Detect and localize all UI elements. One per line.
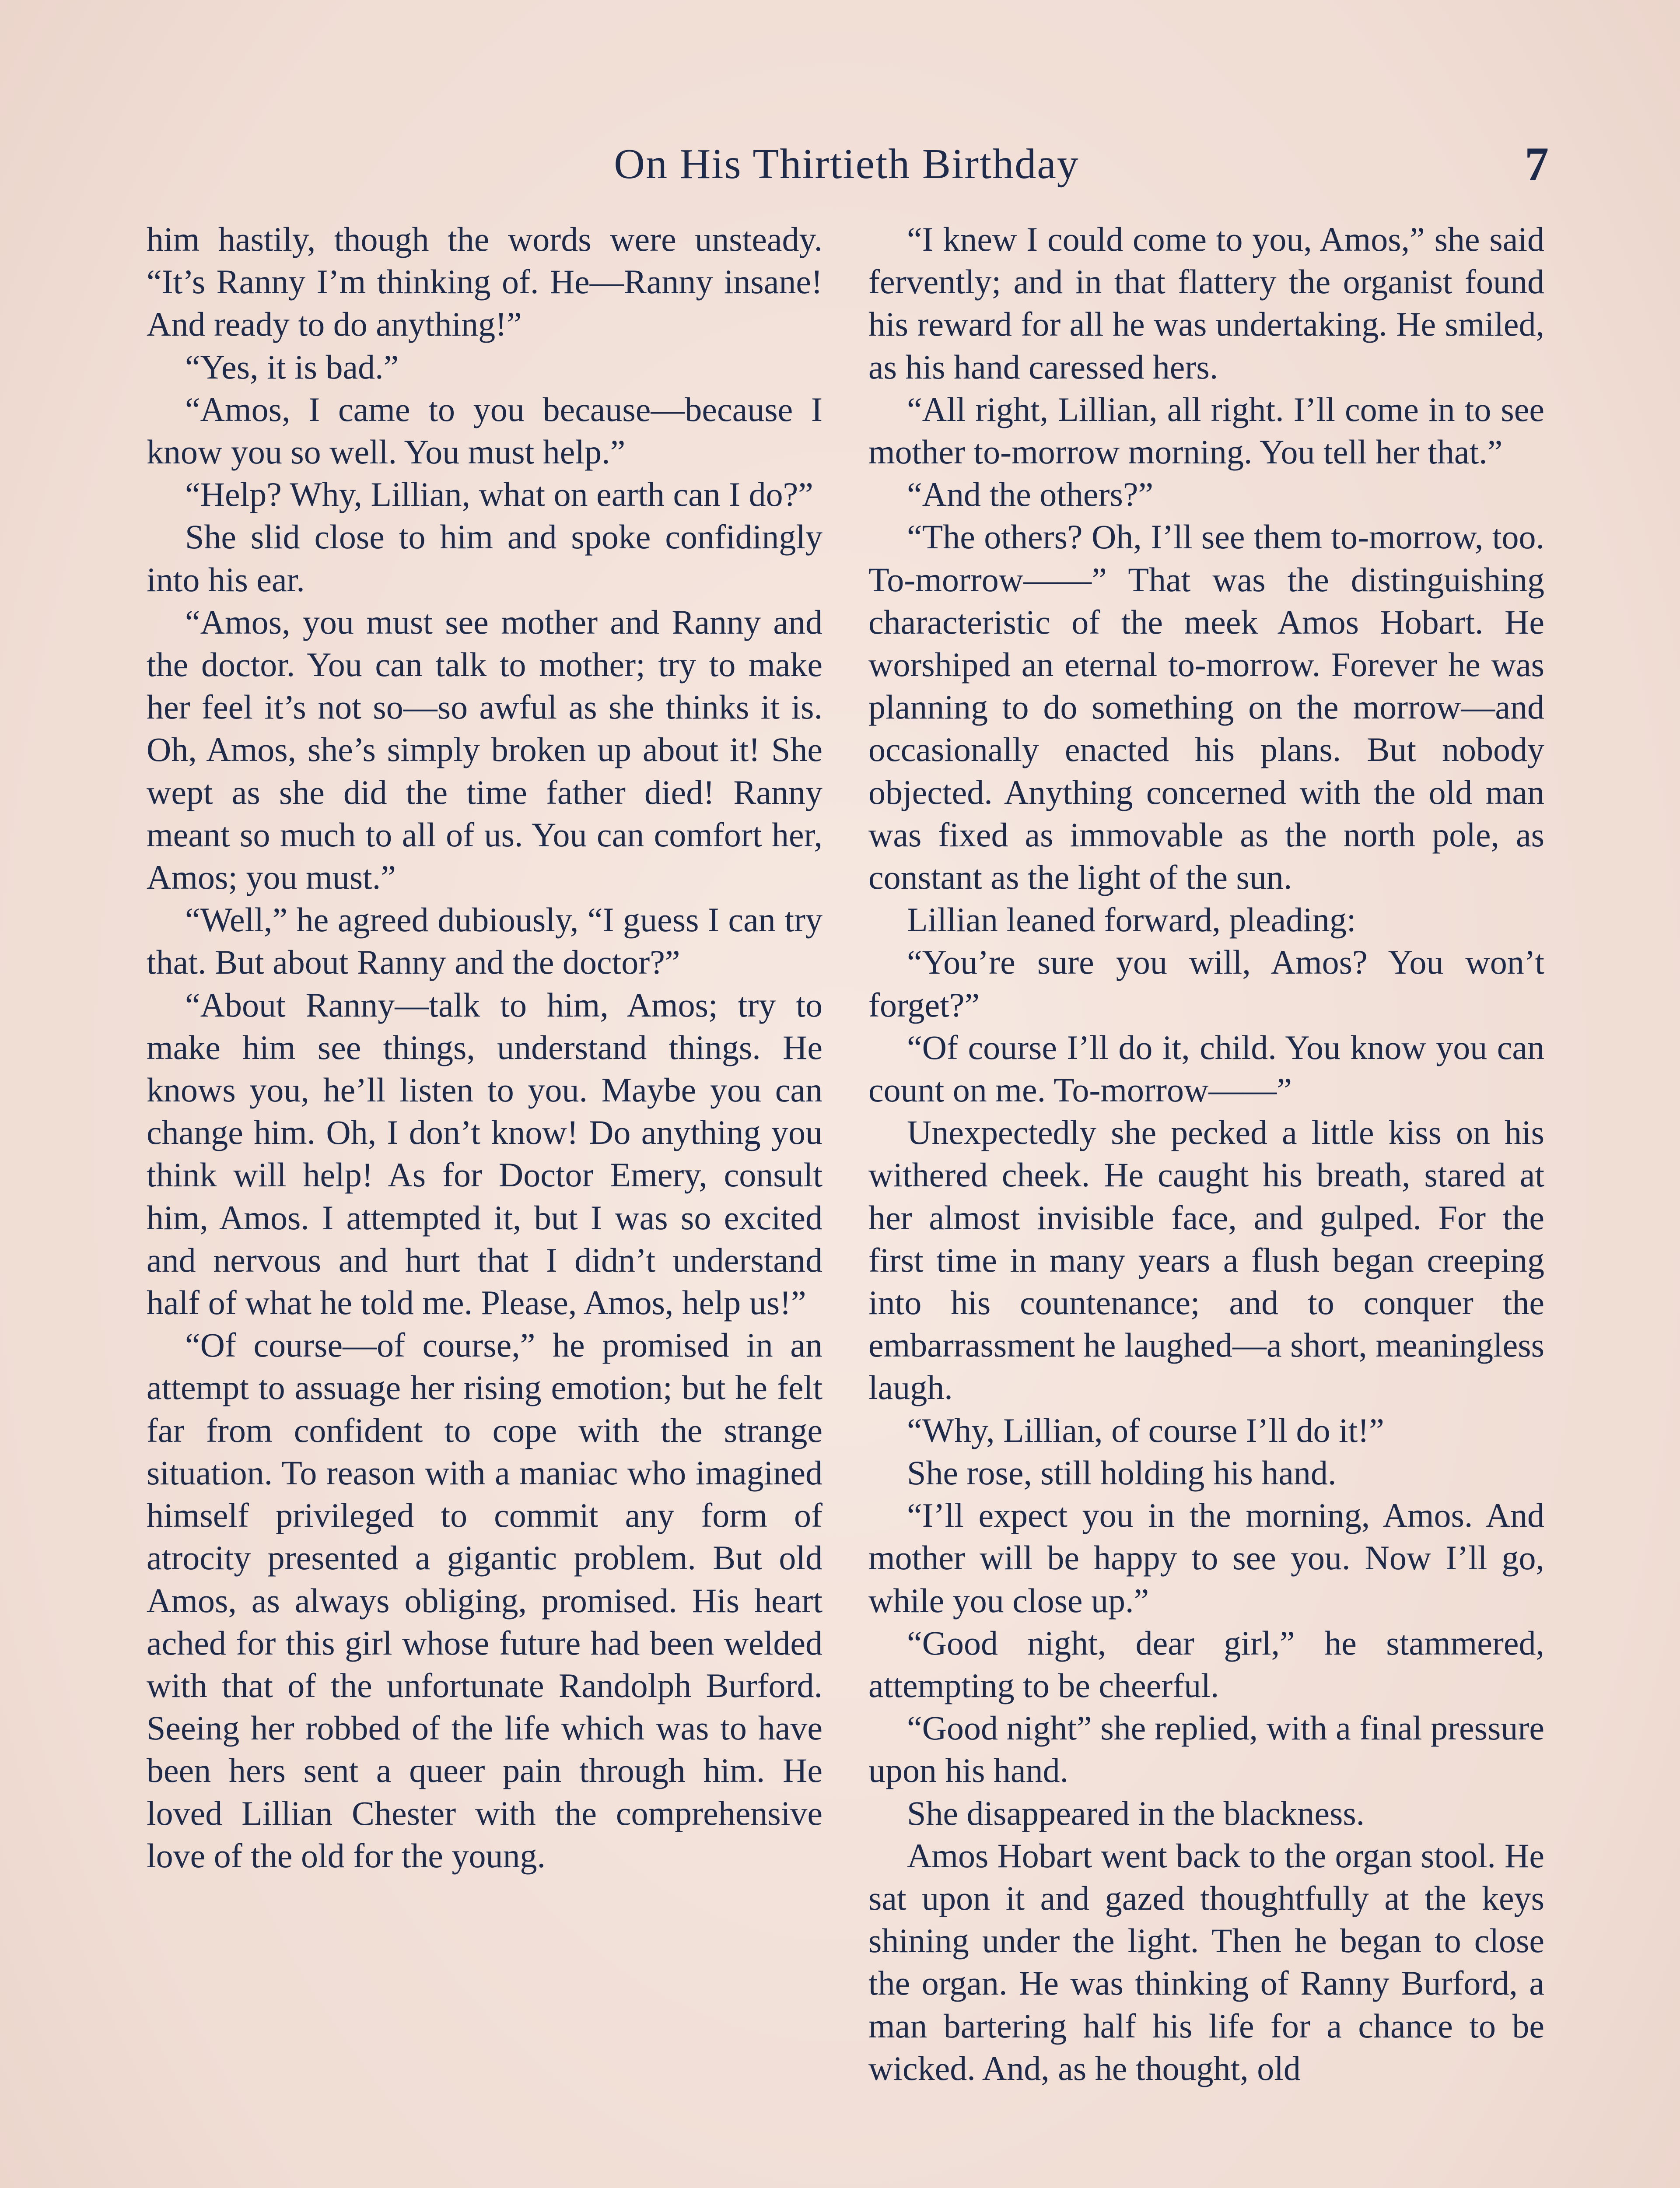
paragraph: “And the others?” <box>907 475 1154 514</box>
paragraph: “Yes, it is bad.” <box>185 347 399 386</box>
paragraph: Amos Hobart went back to the organ stool. He sat upon it and gazed thoughtfully at the keys shining under the light. Then he began to close the organ. He was thinking of Ranny Burford, a man bartering half his life for a chance to be wicked. And, as he thought, old <box>868 1836 1544 2087</box>
paragraph: She disappeared in the blackness. <box>907 1794 1365 1832</box>
page-number: 7 <box>1525 137 1549 191</box>
paragraph: “I knew I could come to you, Amos,” she said fervently; and in that flattery the organist found his reward for all he was undertaking. He smiled, as his hand caressed hers. <box>868 220 1544 386</box>
paragraph: “You’re sure you will, Amos? You won’t forget?” <box>868 943 1544 1024</box>
paragraph: “Amos, I came to you because—because I know you so well. You must help.” <box>147 390 822 471</box>
paragraph: She slid close to him and spoke confidingly into his ear. <box>147 518 822 599</box>
paragraph: She rose, still holding his hand. <box>907 1453 1337 1492</box>
paragraph: “Help? Why, Lillian, what on earth can I do?” <box>185 475 813 514</box>
paragraph: “Good night” she replied, with a final pressure upon his hand. <box>868 1709 1544 1790</box>
paragraph: “Well,” he agreed dubiously, “I guess I can try that. But about Ranny and the doctor?” <box>147 901 822 982</box>
paragraph: Unexpectedly she pecked a little kiss on his withered cheek. He caught his breath, stared at her almost invisible face, and gulped. For the first time in many years a flush began creeping into his countenance; and to conquer the embarrassment he laughed—a short, meaningless laugh. <box>868 1113 1544 1407</box>
paragraph: “The others? Oh, I’ll see them to-morrow, too. To-morrow——” That was the distinguishing characteristic of the meek Amos Hobart. He worshiped an eternal to-morrow. Forever he was planning to do something on the morrow—and occasionally enacted his plans. But nobody objected. Anything concerned with the old man was fixed as immovable as the north pole, as constant as the light of the sun. <box>868 518 1544 897</box>
paragraph: “Of course I’ll do it, child. You know you can count on me. To-morrow——” <box>868 1028 1544 1109</box>
paragraph: Lillian leaned forward, pleading: <box>907 901 1356 939</box>
right-column <box>868 218 1544 2090</box>
page-header <box>144 131 1549 197</box>
paragraph: “Of course—of course,” he promised in an attempt to assuage her rising emotion; but he felt far from confident to cope with the strange situation. To reason with a maniac who imagined himself privileged to commit any form of atrocity presented a gigantic problem. But old Amos, as always obliging, promised. His heart ached for this girl whose future had been welded with that of the unfortunate Randolph Burford. Seeing her robbed of the life which was to have been hers sent a queer pain through him. He loved Lillian Chester with the comprehensive love of the old for the young. <box>147 1326 822 1875</box>
paragraph: him hastily, though the words were unsteady. “It’s Ranny I’m thinking of. He—Ranny insane! And ready to do anything!” <box>147 220 822 344</box>
story-title: On His Thirtieth Birthday <box>614 140 1079 188</box>
paragraph: “All right, Lillian, all right. I’ll come in to see mother to-morrow morning. You tell her that.” <box>868 390 1544 471</box>
paragraph: “Good night, dear girl,” he stammered, attempting to be cheerful. <box>868 1623 1544 1704</box>
paragraph: “Why, Lillian, of course I’ll do it!” <box>907 1411 1384 1449</box>
paragraph: “Amos, you must see mother and Ranny and the doctor. You can talk to mother; try to make her feel it’s not so—so awful as she thinks it is. Oh, Amos, she’s simply broken up about it! She wept as she did the time father died! Ranny meant so much to all of us. You can comfort her, Amos; you must.” <box>147 603 822 897</box>
paragraph: “I’ll expect you in the morning, Amos. And mother will be happy to see you. Now I’ll go, while you close up.” <box>868 1496 1544 1620</box>
left-column <box>147 218 822 1877</box>
paragraph: “About Ranny—talk to him, Amos; try to make him see things, understand things. He knows you, he’ll listen to you. Maybe you can change him. Oh, I don’t know! Do anything you think will help! As for Doctor Emery, consult him, Amos. I attempted it, but I was so excited and nervous and hurt that I didn’t understand half of what he told me. Please, Amos, help us!” <box>147 985 822 1322</box>
